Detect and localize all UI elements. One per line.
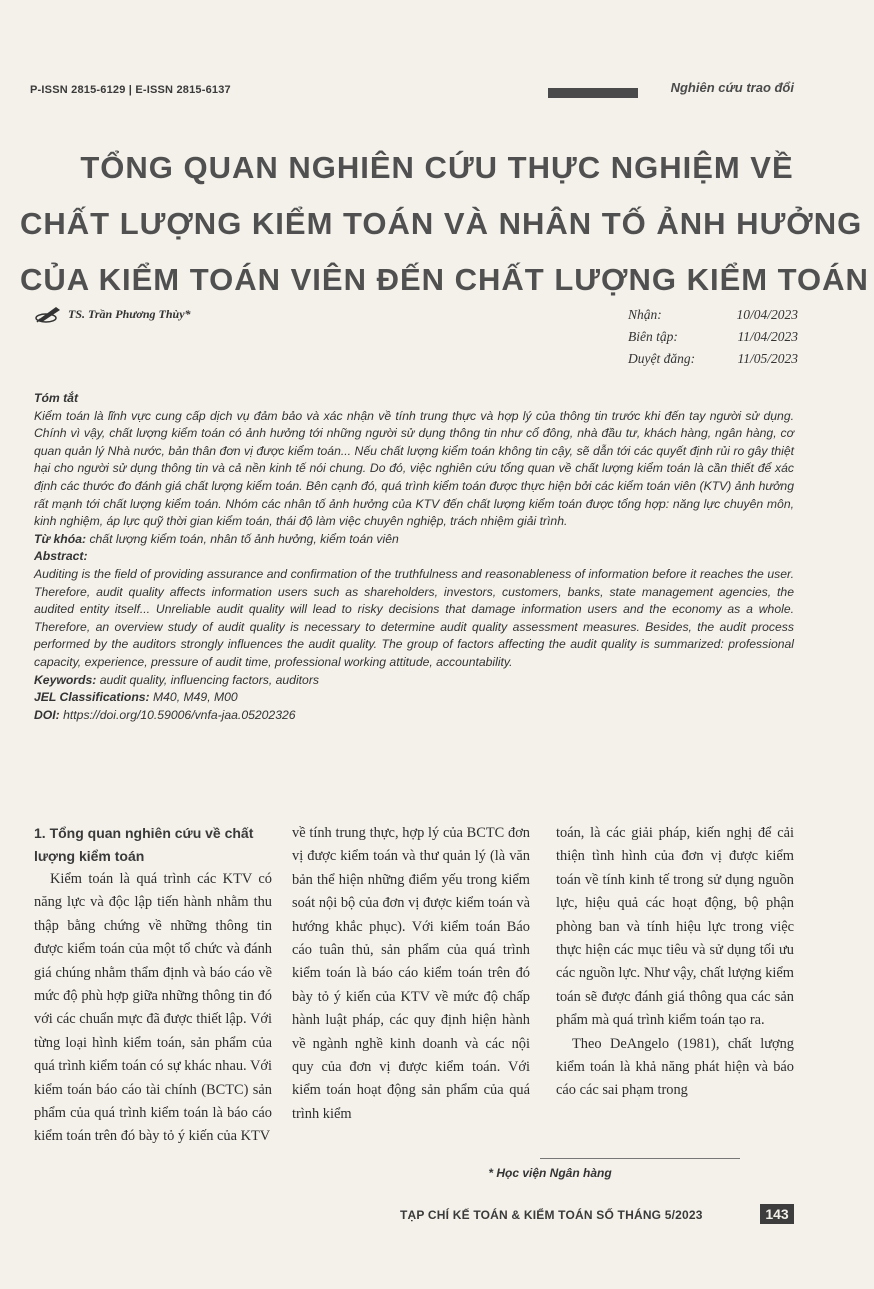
- doi: [34, 707, 794, 725]
- title-line-2: CHẤT LƯỢNG KIỂM TOÁN VÀ NHÂN TỐ ẢNH HƯỞNG: [20, 206, 863, 241]
- col3-paragraph-2: Theo DeAngelo (1981), chất lượng kiểm toán là khả năng phát hiện và báo cáo các sai phạm trong: [556, 1035, 794, 1099]
- abstract-en-heading: Abstract:: [34, 549, 88, 564]
- doi-link[interactable]: https://doi.org/10.59006/vnfa-jaa.05202326: [63, 707, 296, 722]
- keywords-vi: [34, 531, 794, 549]
- jel-label: JEL Classifications:: [34, 690, 150, 705]
- abstract-vi-text: Kiểm toán là lĩnh vực cung cấp dịch vụ đảm bảo và xác nhận về tính trung thực và hợp lý của thông tin trước khi đến tay người sử dụng. Chính vì vậy, chất lượng kiểm toán có ảnh hưởng tới những người sử dụng thông tin như cổ đông, nhà đầu tư, khách hàng, ngân hàng, cơ quan quản lý Nhà nước, bản thân đơn vị được kiểm toán... Nếu chất lượng kiểm toán không tin cậy, sẽ dẫn tới các quyết định rủi ro gây thiệt hại cho người sử dụng thông tin và cả nền kinh tế nói chung. Do đó, việc nghiên cứu tổng quan về chất lượng kiểm toán là cần thiết để xác định các thước đo đánh giá chất lượng kiểm toán. Bên cạnh đó, quá trình kiểm toán được thực hiện bởi các kiểm toán viên (KTV) ảnh hưởng rất mạnh tới chất lượng kiểm toán. Nhóm các nhân tố ảnh hưởng của KTV đến chất lượng kiểm toán được tổng hợp: năng lực chuyên môn, kinh nghiệm, áp lực quỹ thời gian kiểm toán, thái độ làm việc chuyên nghiệp, trách nhiệm giải trình.: [34, 408, 794, 529]
- abstract-vi-heading: Tóm tắt: [34, 391, 79, 405]
- keywords-en-label: Keywords:: [34, 672, 97, 687]
- doi-label: DOI:: [34, 707, 60, 722]
- received-label: Nhận:: [628, 307, 662, 322]
- edited-date: 11/04/2023: [737, 329, 798, 344]
- approved-row: [628, 348, 798, 370]
- header-bar: [548, 88, 638, 98]
- col2-paragraph: về tính trung thực, hợp lý của BCTC đơn vị được kiểm toán và thư quản lý (là văn bản thể hiện những điểm yếu trong kiểm soát nội bộ của đơn vị được kiểm toán và hướng khắc phục). Với kiểm toán Báo cáo tuân thủ, sản phẩm của quá trình kiểm toán là báo cáo kiểm toán trên đó bày tỏ ý kiến của KTV về mức độ chấp hành luật pháp, các quy định hiện hành về ngành nghề kinh doanh và các nội quy của đơn vị được kiểm toán. Với kiểm toán hoạt động sản phẩm của quá trình kiểm: [292, 825, 530, 1122]
- section-heading: 1. Tổng quan nghiên cứu về chất lượng kiểm toán: [34, 825, 254, 864]
- jel-classifications: [34, 689, 794, 707]
- keywords-vi-label: Từ khóa:: [34, 531, 87, 546]
- abstract-block: [34, 390, 794, 724]
- section-label: Nghiên cứu trao đổi: [670, 80, 794, 95]
- keywords-vi-value: chất lượng kiểm toán, nhân tố ảnh hưởng, kiểm toán viên: [89, 531, 399, 546]
- article-dates: [628, 304, 798, 370]
- keywords-en-value: audit quality, influencing factors, auditors: [99, 672, 319, 687]
- keywords-en: [34, 672, 794, 690]
- col1-paragraph: Kiểm toán là quá trình các KTV có năng lực và độc lập tiến hành nhằm thu thập bằng chứng về những thông tin được kiểm toán của một tổ chức và đánh giá chúng nhằm thẩm định và báo cáo về mức độ phù hợp giữa những thông tin đó với các chuẩn mực đã được thiết lập. Với từng loại hình kiểm toán, sản phẩm của quá trình kiểm toán có sự khác nhau. Với kiểm toán báo cáo tài chính (BCTC) sản phẩm của quá trình kiểm toán là báo cáo kiểm toán trên đó bày tỏ ý kiến của KTV: [34, 871, 272, 1145]
- title-line-1: TỔNG QUAN NGHIÊN CỨU THỰC NGHIỆM VỀ: [80, 150, 794, 185]
- article-title: [20, 140, 869, 308]
- col3-paragraph-1: toán, là các giải pháp, kiến nghị để cải thiện tình hình của đơn vị được kiểm toán về tính kinh tế trong sử dụng nguồn lực, hiệu quả các hoạt động, bộ phận phòng ban và tính hiệu lực trong việc thực hiện các mục tiêu và sử dụng tối ưu các nguồn lực. Như vậy, chất lượng kiểm toán sẽ được đánh giá thông qua các sản phẩm mà quá trình kiểm toán tạo ra.: [556, 825, 794, 1029]
- body-column-1: [34, 822, 272, 1149]
- abstract-en-text: Auditing is the field of providing assurance and confirmation of the truthfulness and reasonableness of information before it reaches the user. Therefore, audit quality affects information users such as shareholders, investors, customers, banks, state management agencies, the audited entity itself... Unreliable audit quality will lead to risky decisions that damage information users and the economy as a whole. Therefore, an overview study of audit quality is necessary to determine audit quality assessment measures. Besides, the audit process performed by the auditors strongly influences the audit quality. The group of factors affecting the audit quality is summarized: professional capacity, experience, pressure of audit time, professional working attitude, accountability.: [34, 566, 794, 669]
- author-name: TS. Trần Phương Thùy*: [68, 306, 191, 321]
- approved-label: Duyệt đăng:: [628, 351, 696, 366]
- received-date: 10/04/2023: [736, 307, 798, 322]
- issn-header: P-ISSN 2815-6129 | E-ISSN 2815-6137: [30, 84, 231, 96]
- footnote-divider: [540, 1158, 740, 1159]
- page-number: 143: [760, 1204, 794, 1224]
- author-row: [34, 304, 191, 324]
- pen-icon: [34, 304, 64, 324]
- jel-value: M40, M49, M00: [153, 690, 238, 705]
- journal-name: TẠP CHÍ KẾ TOÁN & KIỂM TOÁN SỐ THÁNG 5/2023: [400, 1208, 703, 1222]
- edited-label: Biên tập:: [628, 329, 678, 344]
- body-column-2: [292, 822, 530, 1126]
- received-row: [628, 304, 798, 326]
- edited-row: [628, 326, 798, 348]
- body-column-3: [556, 822, 794, 1103]
- footnote: * Học viện Ngân hàng: [488, 1166, 612, 1180]
- approved-date: 11/05/2023: [737, 351, 798, 366]
- title-line-3: CỦA KIỂM TOÁN VIÊN ĐẾN CHẤT LƯỢNG KIỂM TOÁN: [20, 262, 869, 297]
